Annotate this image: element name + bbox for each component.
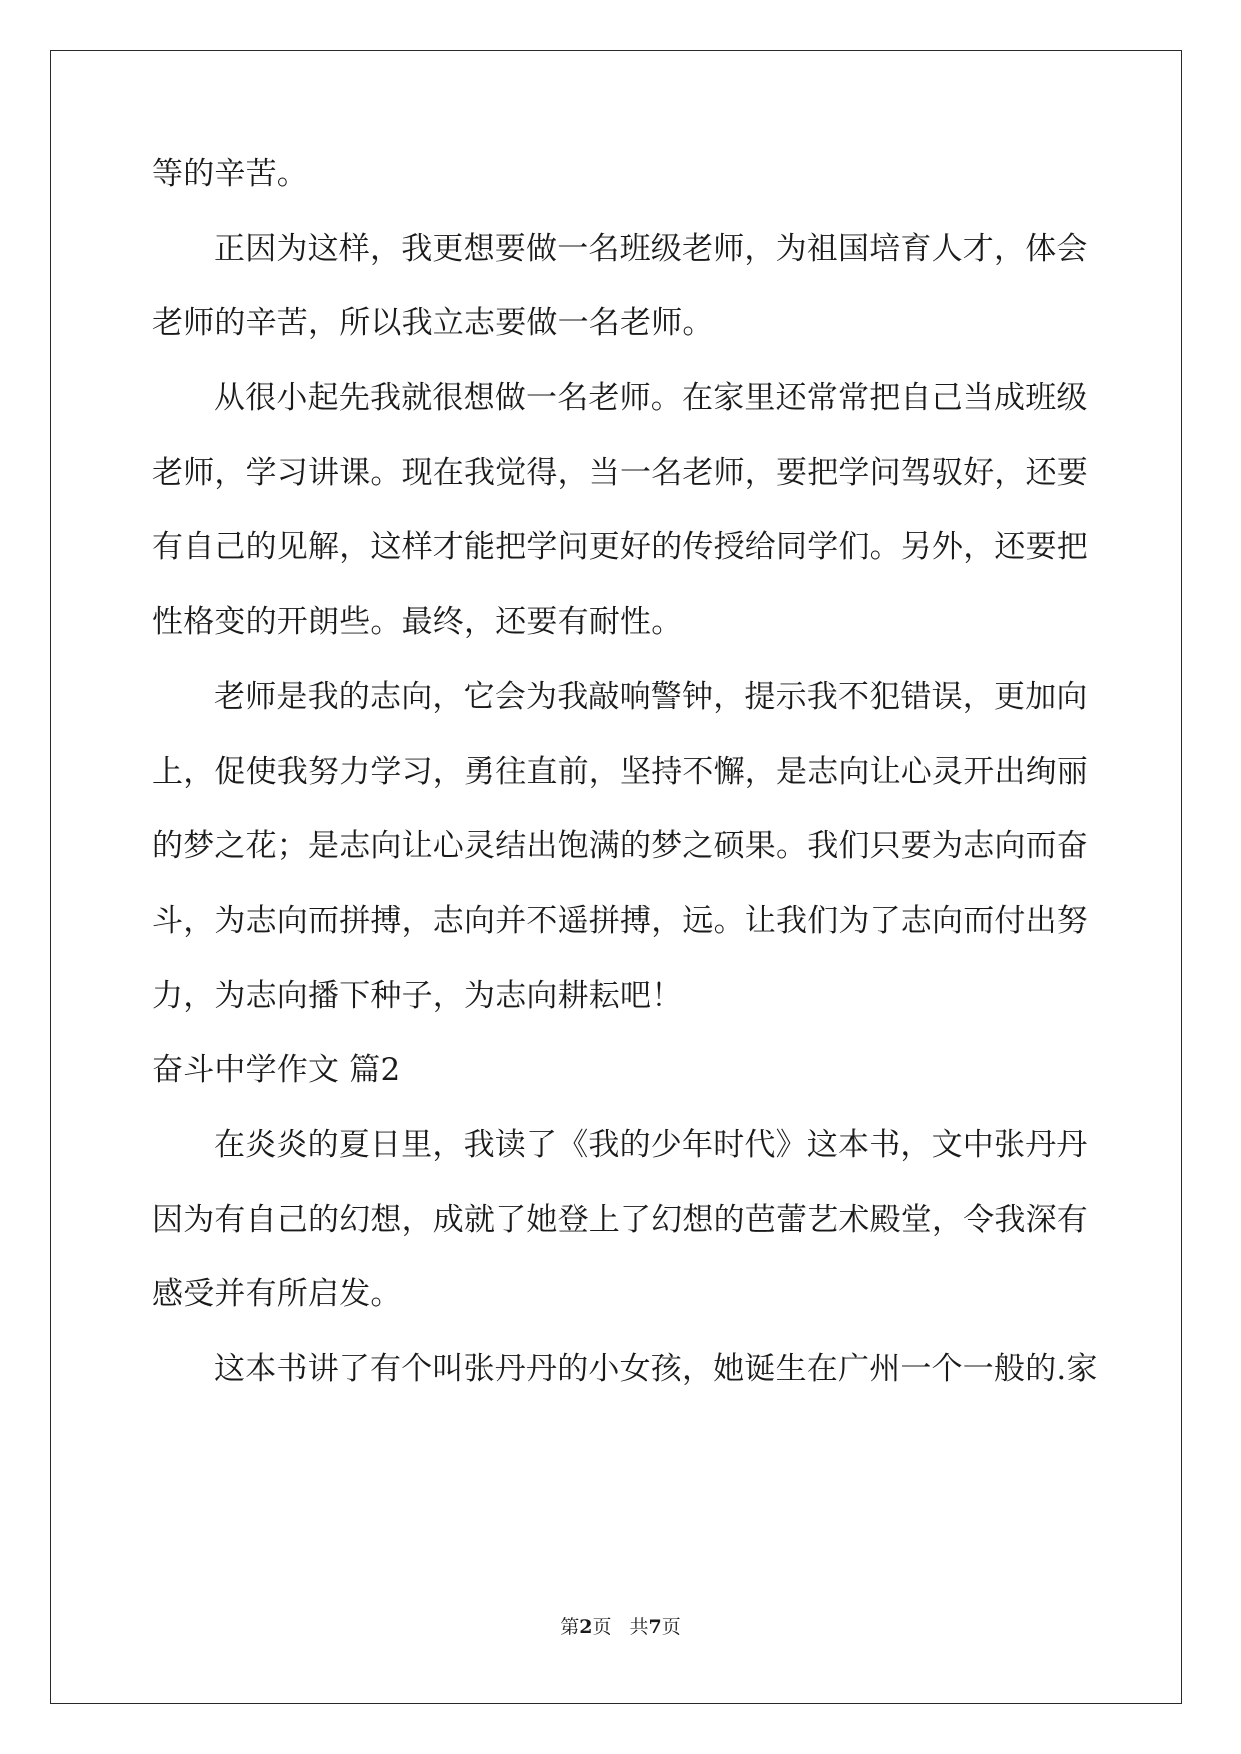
paragraph-first-line: 老师是我的志向，它会为我敲响警钟，提示我不犯错误，更加向 — [214, 679, 1088, 715]
text-line: 老师的辛苦，所以我立志要做一名老师。 — [152, 305, 714, 341]
text-line: 上，促使我努力学习，勇往直前，坚持不懈，是志向让心灵开出绚丽 — [152, 754, 1088, 790]
section-heading: 奋斗中学作文 篇2 — [152, 1052, 401, 1088]
text-line: 等的辛苦。 — [152, 156, 308, 192]
text-line: 的梦之花；是志向让心灵结出饱满的梦之硕果。我们只要为志向而奋 — [152, 828, 1088, 864]
page-footer — [0, 1615, 1241, 1639]
paragraph-first-line: 在炎炎的夏日里，我读了《我的少年时代》这本书，文中张丹丹 — [214, 1127, 1088, 1163]
total-pages-prefix: 共 — [629, 1616, 649, 1638]
text-line: 感受并有所启发。 — [152, 1276, 402, 1312]
text-line: 力，为志向播下种子，为志向耕耘吧！ — [152, 978, 683, 1014]
page-number-prefix: 第 — [560, 1616, 580, 1638]
text-line: 性格变的开朗些。最终，还要有耐性。 — [152, 604, 683, 640]
total-page-count: 7 — [648, 1616, 662, 1638]
paragraph-first-line: 正因为这样，我更想要做一名班级老师，为祖国培育人才，体会 — [214, 231, 1088, 267]
current-page-number: 2 — [579, 1616, 593, 1638]
paragraph-first-line: 这本书讲了有个叫张丹丹的小女孩，她诞生在广州一个一般的.家 — [214, 1351, 1098, 1387]
page-number-suffix: 页 — [592, 1616, 612, 1638]
text-line: 有自己的见解，这样才能把学问更好的传授给同学们。另外，还要把 — [152, 529, 1088, 565]
text-line: 因为有自己的幻想，成就了她登上了幻想的芭蕾艺术殿堂，令我深有 — [152, 1202, 1088, 1238]
page-border — [50, 50, 1182, 1704]
text-line: 老师，学习讲课。现在我觉得，当一名老师，要把学问驾驭好，还要 — [152, 455, 1088, 491]
paragraph-first-line: 从很小起先我就很想做一名老师。在家里还常常把自己当成班级 — [214, 380, 1088, 416]
text-line: 斗，为志向而拼搏，志向并不遥拼搏，远。让我们为了志向而付出努 — [152, 903, 1088, 939]
total-pages-suffix: 页 — [661, 1616, 681, 1638]
